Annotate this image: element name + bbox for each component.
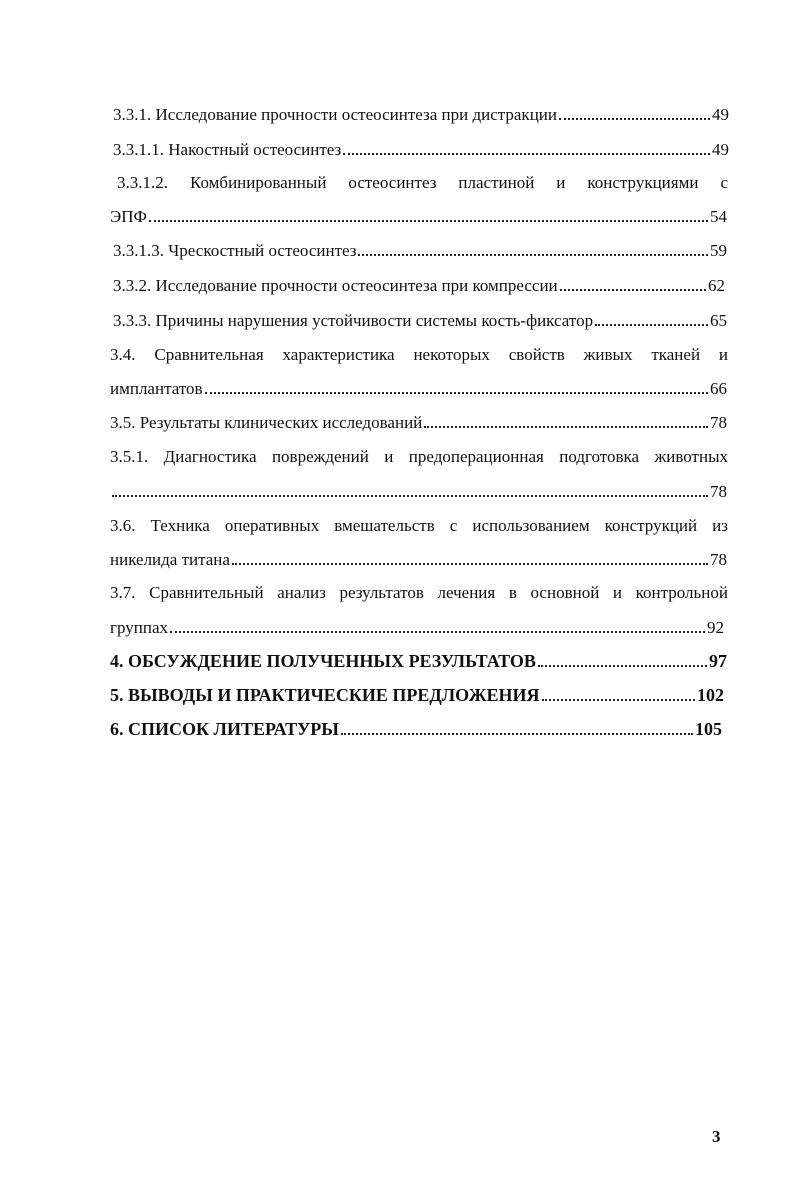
toc-leader — [595, 310, 708, 326]
toc-entry-title: группах — [110, 618, 168, 637]
toc-entry — [113, 139, 729, 160]
toc-entry — [110, 378, 727, 399]
toc-entry-line1: 3.7. Сравнительный анализ результатов лечения в основной и контрольной — [110, 583, 728, 602]
toc-entry-chapter — [110, 651, 727, 671]
toc-entry — [110, 412, 727, 433]
toc-entry-title: 3.5. Результаты клинических исследований — [110, 413, 423, 432]
toc-entry-title: ЭПФ — [110, 207, 147, 226]
toc-leader — [112, 481, 708, 497]
toc-entry-page: 78 — [710, 550, 727, 569]
toc-entry-title: 3.3.1.3. Чрескостный остеосинтез — [113, 241, 357, 260]
toc-entry-title: 3.3.3. Причины нарушения устойчивости системы кость-фиксатор — [113, 311, 594, 330]
toc-entry-title: 5. ВЫВОДЫ И ПРАКТИЧЕСКИЕ ПРЕДЛОЖЕНИЯ — [110, 685, 540, 705]
toc-leader — [358, 240, 708, 256]
toc-entry-page: 105 — [695, 719, 722, 739]
toc-leader — [424, 412, 708, 428]
toc-leader — [149, 206, 708, 222]
toc-entry-line1: 3.3.1.2. Комбинированный остеосинтез пластиной и конструкциями с — [117, 173, 728, 192]
toc-entry — [113, 275, 725, 296]
toc-leader — [343, 139, 710, 155]
toc-leader — [542, 685, 695, 701]
toc-entry-page: 65 — [710, 311, 727, 330]
toc-entry-page: 62 — [708, 276, 725, 295]
toc-entry-line1: 3.5.1. Диагностика повреждений и предоперационная подготовка животных — [110, 447, 728, 466]
toc-entry-line1: 3.6. Техника оперативных вмешательств с использованием конструкций из — [110, 516, 728, 535]
toc-entry-title: никелида титана — [110, 550, 230, 569]
toc-entry-title: имплантатов — [110, 379, 203, 398]
toc-entry-title: 4. ОБСУЖДЕНИЕ ПОЛУЧЕННЫХ РЕЗУЛЬТАТОВ — [110, 651, 536, 671]
toc-entry-page: 97 — [709, 651, 727, 671]
toc-entry — [113, 240, 727, 261]
toc-entry-page: 49 — [712, 105, 729, 124]
toc-leader — [560, 275, 706, 291]
page-number: 3 — [712, 1127, 721, 1146]
toc-entry — [110, 481, 727, 502]
toc-leader — [205, 378, 708, 394]
toc-leader — [170, 617, 705, 633]
toc-entry-title: 6. СПИСОК ЛИТЕРАТУРЫ — [110, 719, 339, 739]
toc-leader — [538, 651, 707, 667]
toc-entry-page: 66 — [710, 379, 727, 398]
toc-entry — [110, 549, 727, 570]
toc-entry — [110, 206, 727, 227]
toc-leader — [341, 719, 693, 735]
toc-entry-title: 3.3.2. Исследование прочности остеосинтеза при компрессии — [113, 276, 558, 295]
toc-entry — [113, 104, 729, 125]
toc-entry-page: 49 — [712, 140, 729, 159]
toc-entry-page: 78 — [710, 482, 727, 501]
toc-leader — [559, 104, 710, 120]
toc-entry-page: 59 — [710, 241, 727, 260]
toc-entry — [110, 617, 724, 638]
toc-entry-page: 102 — [697, 685, 724, 705]
toc-entry-page: 92 — [707, 618, 724, 637]
toc-entry-title: 3.3.1. Исследование прочности остеосинтеза при дистракции — [113, 105, 557, 124]
toc-entry-chapter — [110, 685, 724, 705]
toc-entry-line1: 3.4. Сравнительная характеристика некоторых свойств живых тканей и — [110, 345, 728, 364]
toc-entry — [113, 310, 727, 331]
toc-entry-chapter — [110, 719, 722, 739]
toc-entry-page: 78 — [710, 413, 727, 432]
toc-leader — [232, 549, 708, 565]
toc-entry-title: 3.3.1.1. Накостный остеосинтез — [113, 140, 342, 159]
toc-entry-page: 54 — [710, 207, 727, 226]
